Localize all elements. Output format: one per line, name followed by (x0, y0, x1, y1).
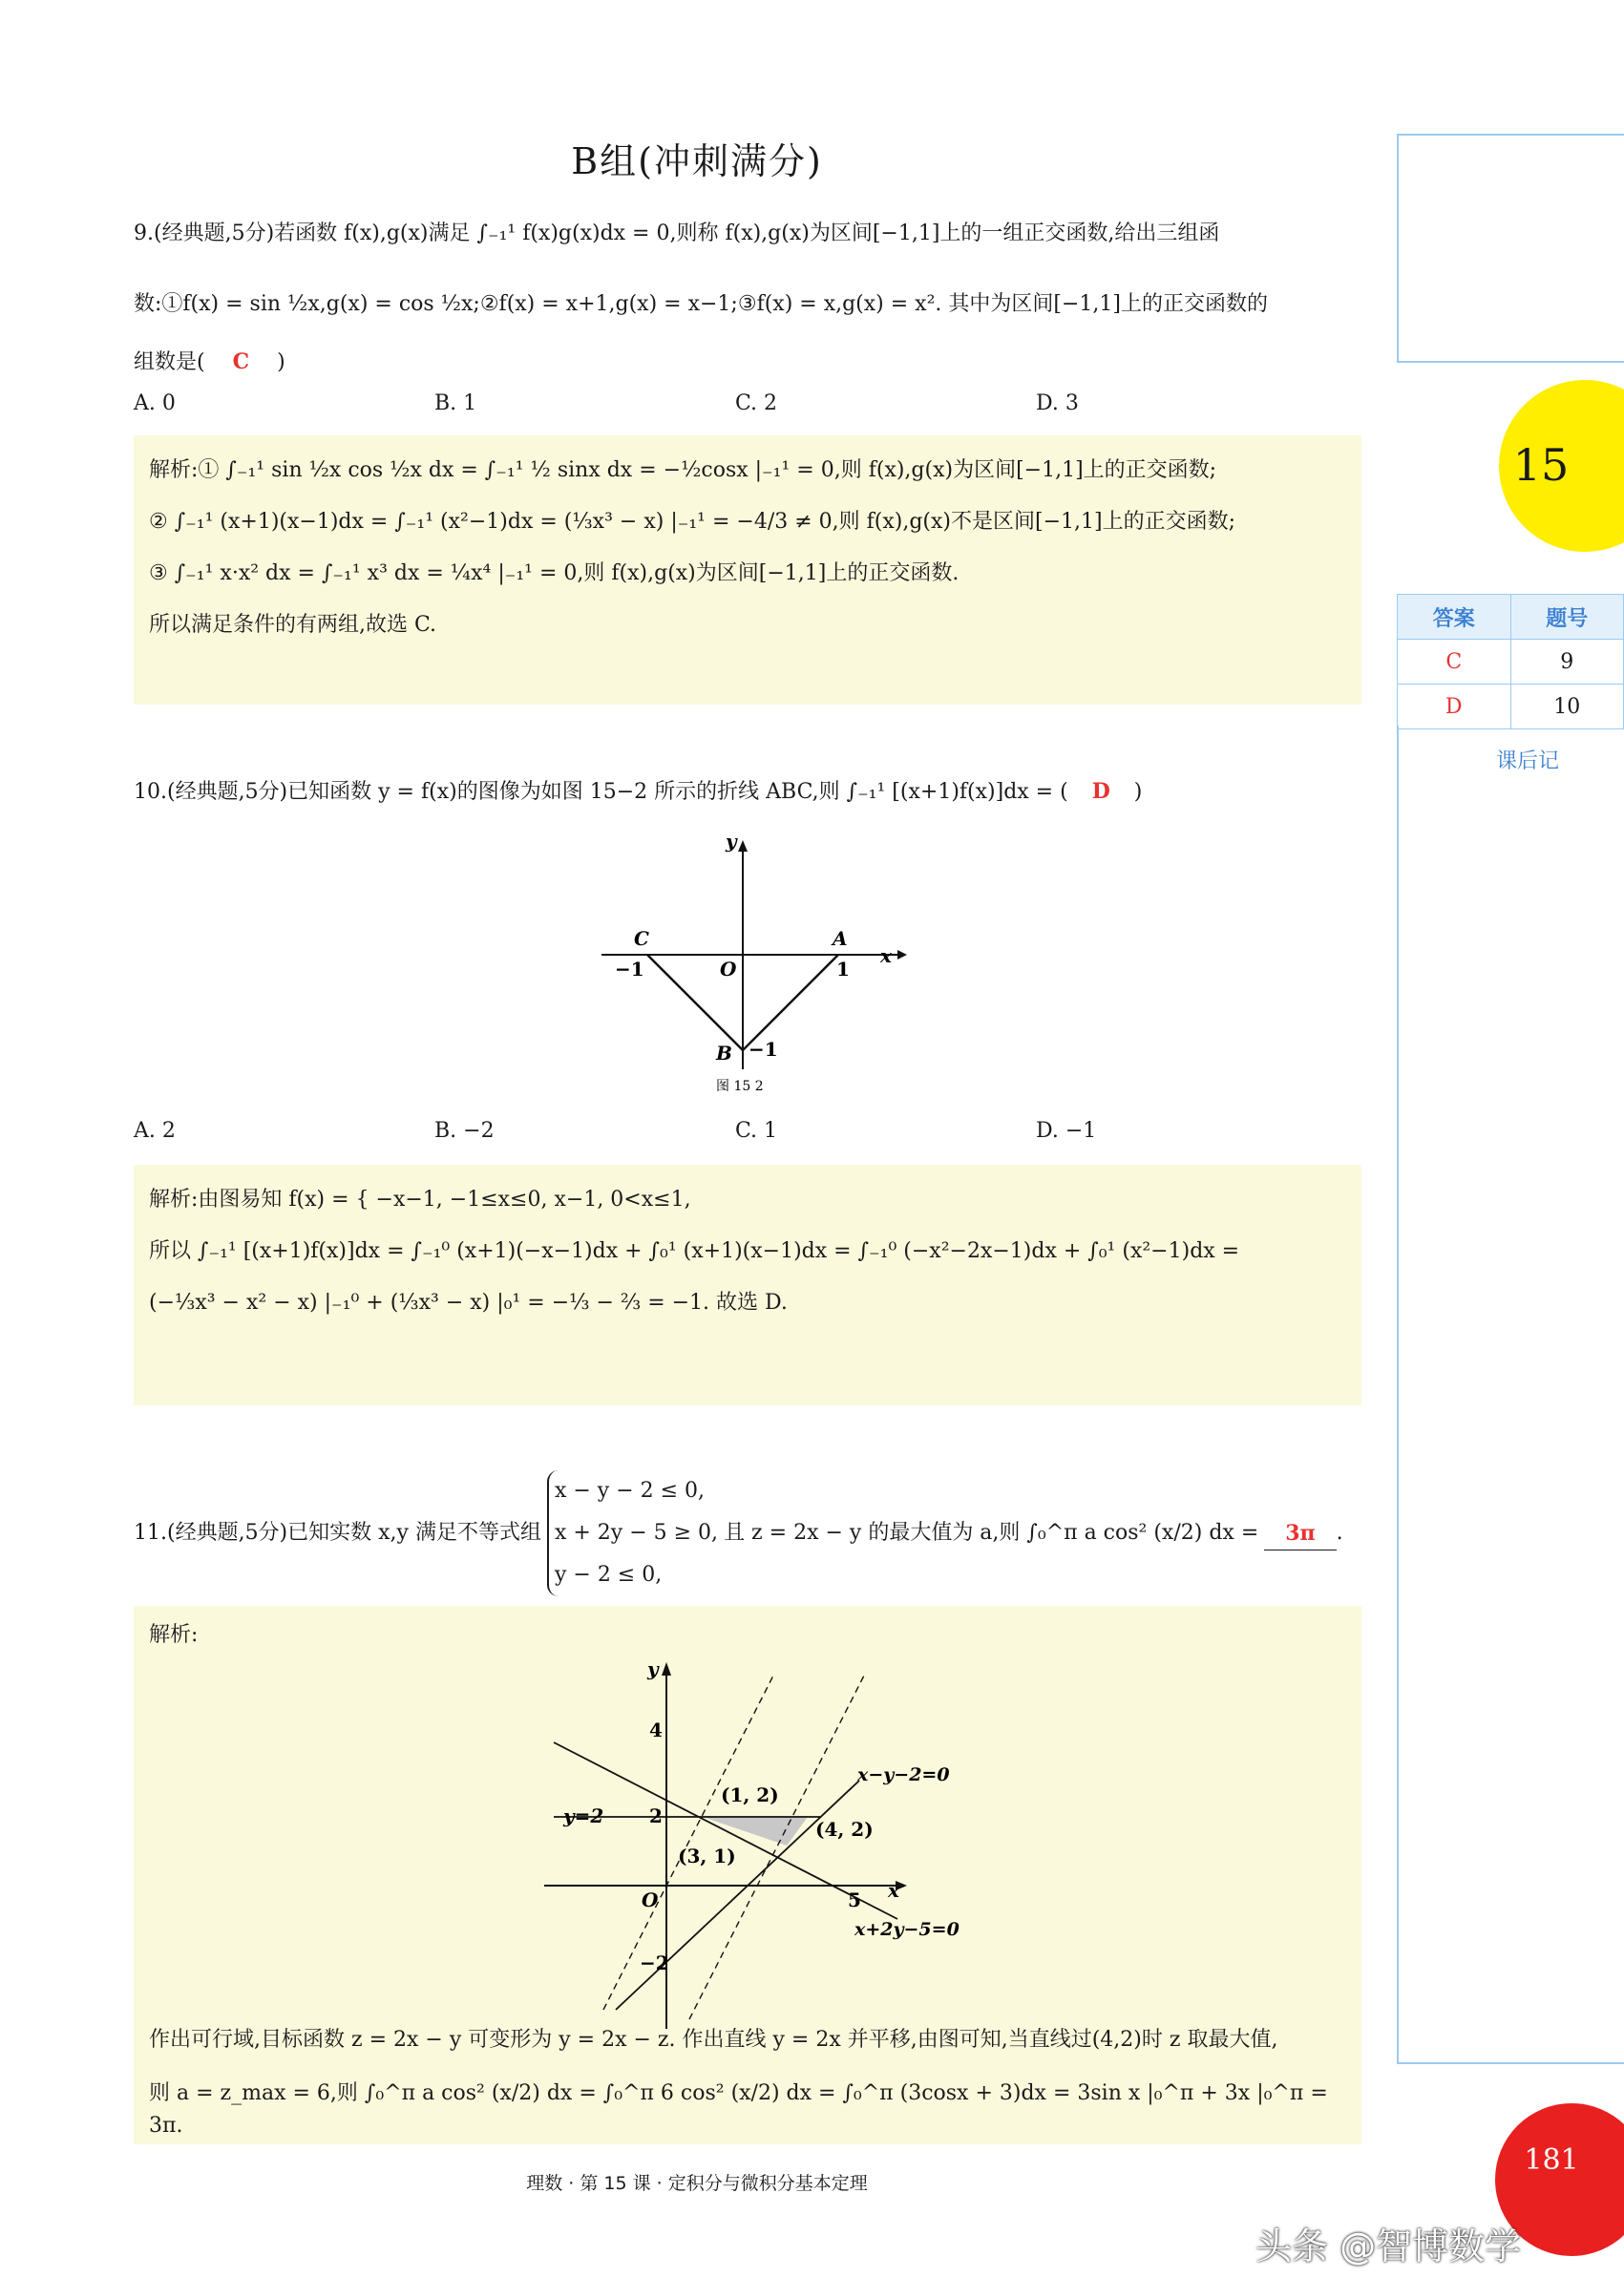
fig1-origin: O (720, 958, 737, 981)
figure-15-2 (573, 831, 917, 1098)
fig2-origin: O (642, 1888, 659, 1911)
q11-stem (134, 1470, 1365, 1596)
row1-answer: C (1398, 640, 1511, 685)
q11-system (547, 1470, 718, 1596)
notes-box (1397, 726, 1624, 2064)
q11-ineq-3: y − 2 ≤ 0, (554, 1563, 663, 1587)
q10-sol-1: 解析:由图易知 f(x) = { −x−1, −1≤x≤0, x−1, 0<x≤1, (149, 1188, 691, 1212)
q9-option-d: D. 3 (1036, 391, 1079, 415)
fig1-caption: 图 15 2 (716, 1079, 764, 1094)
q11-sol-label: 解析: (149, 1623, 199, 1647)
fig1-point-b: B (716, 1042, 732, 1065)
fig2-point-1-2: (1, 2) (721, 1783, 779, 1806)
q9-solution (134, 435, 1361, 705)
fig1-y-label: y (726, 831, 737, 853)
q11-answer: 3π (1264, 1517, 1336, 1550)
fig2-label-x-minus-y: x−y−2=0 (857, 1764, 950, 1785)
page-number: 181 (1524, 2143, 1579, 2177)
fig1-tick-b-neg1: −1 (749, 1038, 778, 1061)
q10-stem-text: 10.(经典题,5分)已知函数 y = f(x)的图像为如图 15−2 所示的折线 ABC,则 ∫₋₁¹ [(x+1)f(x)]dx = ( (134, 780, 1068, 804)
q10-sol-2: 所以 ∫₋₁¹ [(x+1)f(x)]dx = ∫₋₁⁰ (x+1)(−x−1)dx + ∫₀¹ (x+1)(x−1)dx = ∫₋₁⁰ (−x²−2x−1)dx + ∫₀¹ (x²−1)dx = (149, 1239, 1240, 1263)
q9-options (134, 391, 1365, 415)
q10-sol-3: (−⅓x³ − x² − x) |₋₁⁰ + (⅓x³ − x) |₀¹ = −⅓ − ⅔ = −1. 故选 D. (149, 1291, 788, 1315)
page-footer: 理数 · 第 15 课 · 定积分与微积分基本定理 (526, 2173, 868, 2194)
fig1-point-a: A (833, 927, 848, 950)
fig2-tick-2: 2 (649, 1804, 663, 1827)
q10-answer: D (1091, 779, 1110, 804)
x-axis-arrow-icon (897, 950, 907, 960)
fig1-x-label: x (880, 944, 892, 967)
q10-option-d: D. −1 (1036, 1119, 1097, 1143)
q11-sol-2: 则 a = z_max = 6,则 ∫₀^π a cos² (x/2) dx = ∫₀^π 6 cos² (x/2) dx = ∫₀^π (3cosx + 3)dx = 3sin x |₀^π + 3x |₀^π = 3π. (149, 2081, 1328, 2138)
fig2-label-y-eq-2: y=2 (563, 1804, 604, 1827)
q9-line2: 数:①f(x) = sin ½x,g(x) = cos ½x;②f(x) = x+1,g(x) = x−1;③f(x) = x,g(x) = x². 其中为区间[−1,1]上的正交函数的 (134, 292, 1268, 316)
table-row (1398, 640, 1624, 685)
q11-solution-text (134, 2024, 1361, 2138)
header-answer: 答案 (1398, 595, 1511, 640)
q11-stem-text: 11.(经典题,5分)已知实数 x,y 满足不等式组 (134, 1521, 541, 1545)
q10-option-c: C. 1 (735, 1119, 778, 1143)
q10-option-b: B. −2 (434, 1119, 495, 1143)
q9-sol-4: 所以满足条件的有两组,故选 C. (149, 613, 437, 637)
q10-option-a: A. 2 (134, 1119, 176, 1143)
fig1-tick-neg1: −1 (615, 958, 644, 981)
row1-number: 9 (1510, 640, 1624, 685)
sidebar-top-box (1397, 134, 1624, 363)
q9-option-c: C. 2 (735, 391, 778, 415)
figure-feasible-region (535, 1656, 974, 2029)
q9-option-b: B. 1 (434, 391, 477, 415)
q9-sol-1: 解析:① ∫₋₁¹ sin ½x cos ½x dx = ∫₋₁¹ ½ sinx dx = −½cosx |₋₁¹ = 0,则 f(x),g(x)为区间[−1,1]上的正交函数; (149, 458, 1217, 482)
y-axis-arrow-icon (738, 840, 748, 852)
q11-sol-1: 作出可行域,目标函数 z = 2x − y 可变形为 y = 2x − z. 作出直线 y = 2x 并平移,由图可知,当直线过(4,2)时 z 取最大值, (149, 2028, 1278, 2052)
fig2-point-3-1: (3, 1) (678, 1845, 736, 1867)
table-row (1398, 685, 1624, 729)
q9-line3 (134, 346, 1365, 379)
watermark: 头条 @智博数学 (1255, 2225, 1522, 2267)
feasible-region (703, 1817, 808, 1846)
y-axis-arrow-icon (662, 1662, 671, 1676)
fig2-tick-neg2: −2 (640, 1951, 669, 1974)
q11-stem-tail: 且 z = 2x − y 的最大值为 a,则 ∫₀^π a cos² (x/2) dx = (724, 1521, 1259, 1545)
fig2-label-x-plus-2y: x+2y−5=0 (854, 1919, 960, 1940)
q10-solution (134, 1165, 1361, 1405)
row2-number: 10 (1510, 685, 1624, 729)
q9-option-a: A. 0 (134, 391, 176, 415)
fig2-tick-5: 5 (848, 1888, 861, 1911)
answer-table (1397, 594, 1624, 729)
q11-period: . (1336, 1521, 1343, 1545)
fig2-x-label: x (888, 1879, 899, 1902)
q9-answer: C (232, 349, 250, 374)
fig2-point-4-2: (4, 2) (815, 1818, 874, 1841)
row2-answer: D (1398, 685, 1511, 729)
q10-paren-close: ) (1133, 780, 1143, 804)
answer-table-header (1398, 595, 1624, 640)
q9-sol-2: ② ∫₋₁¹ (x+1)(x−1)dx = ∫₋₁¹ (x²−1)dx = (⅓x³ − x) |₋₁¹ = −4/3 ≠ 0,则 f(x),g(x)不是区间[−1,1]上的正交函数; (149, 510, 1236, 534)
q10-stem (134, 775, 1365, 809)
fig2-y-label: y (647, 1657, 659, 1680)
header-question-no: 题号 (1510, 595, 1624, 640)
q9-sol-3: ③ ∫₋₁¹ x·x² dx = ∫₋₁¹ x³ dx = ¼x⁴ |₋₁¹ = 0,则 f(x),g(x)为区间[−1,1]上的正交函数. (149, 561, 960, 585)
q9-line1: 9.(经典题,5分)若函数 f(x),g(x)满足 ∫₋₁¹ f(x)g(x)dx = 0,则称 f(x),g(x)为区间[−1,1]上的一组正交函数,给出三组函 (134, 221, 1220, 245)
q9-paren-close: ) (277, 350, 285, 374)
fig1-tick-1: 1 (836, 958, 850, 981)
lesson-number: 15 (1512, 439, 1570, 491)
q11-ineq-2: x + 2y − 5 ≥ 0, (554, 1521, 719, 1545)
fig1-point-c: C (634, 927, 649, 950)
section-title: B组(冲刺满分) (571, 140, 823, 182)
q9-stem-end: 组数是( (134, 350, 205, 374)
q10-options (134, 1119, 1365, 1143)
q11-ineq-1: x − y − 2 ≤ 0, (554, 1479, 706, 1503)
fig2-tick-4: 4 (649, 1719, 663, 1741)
after-class-notes-label: 课后记 (1495, 749, 1559, 773)
